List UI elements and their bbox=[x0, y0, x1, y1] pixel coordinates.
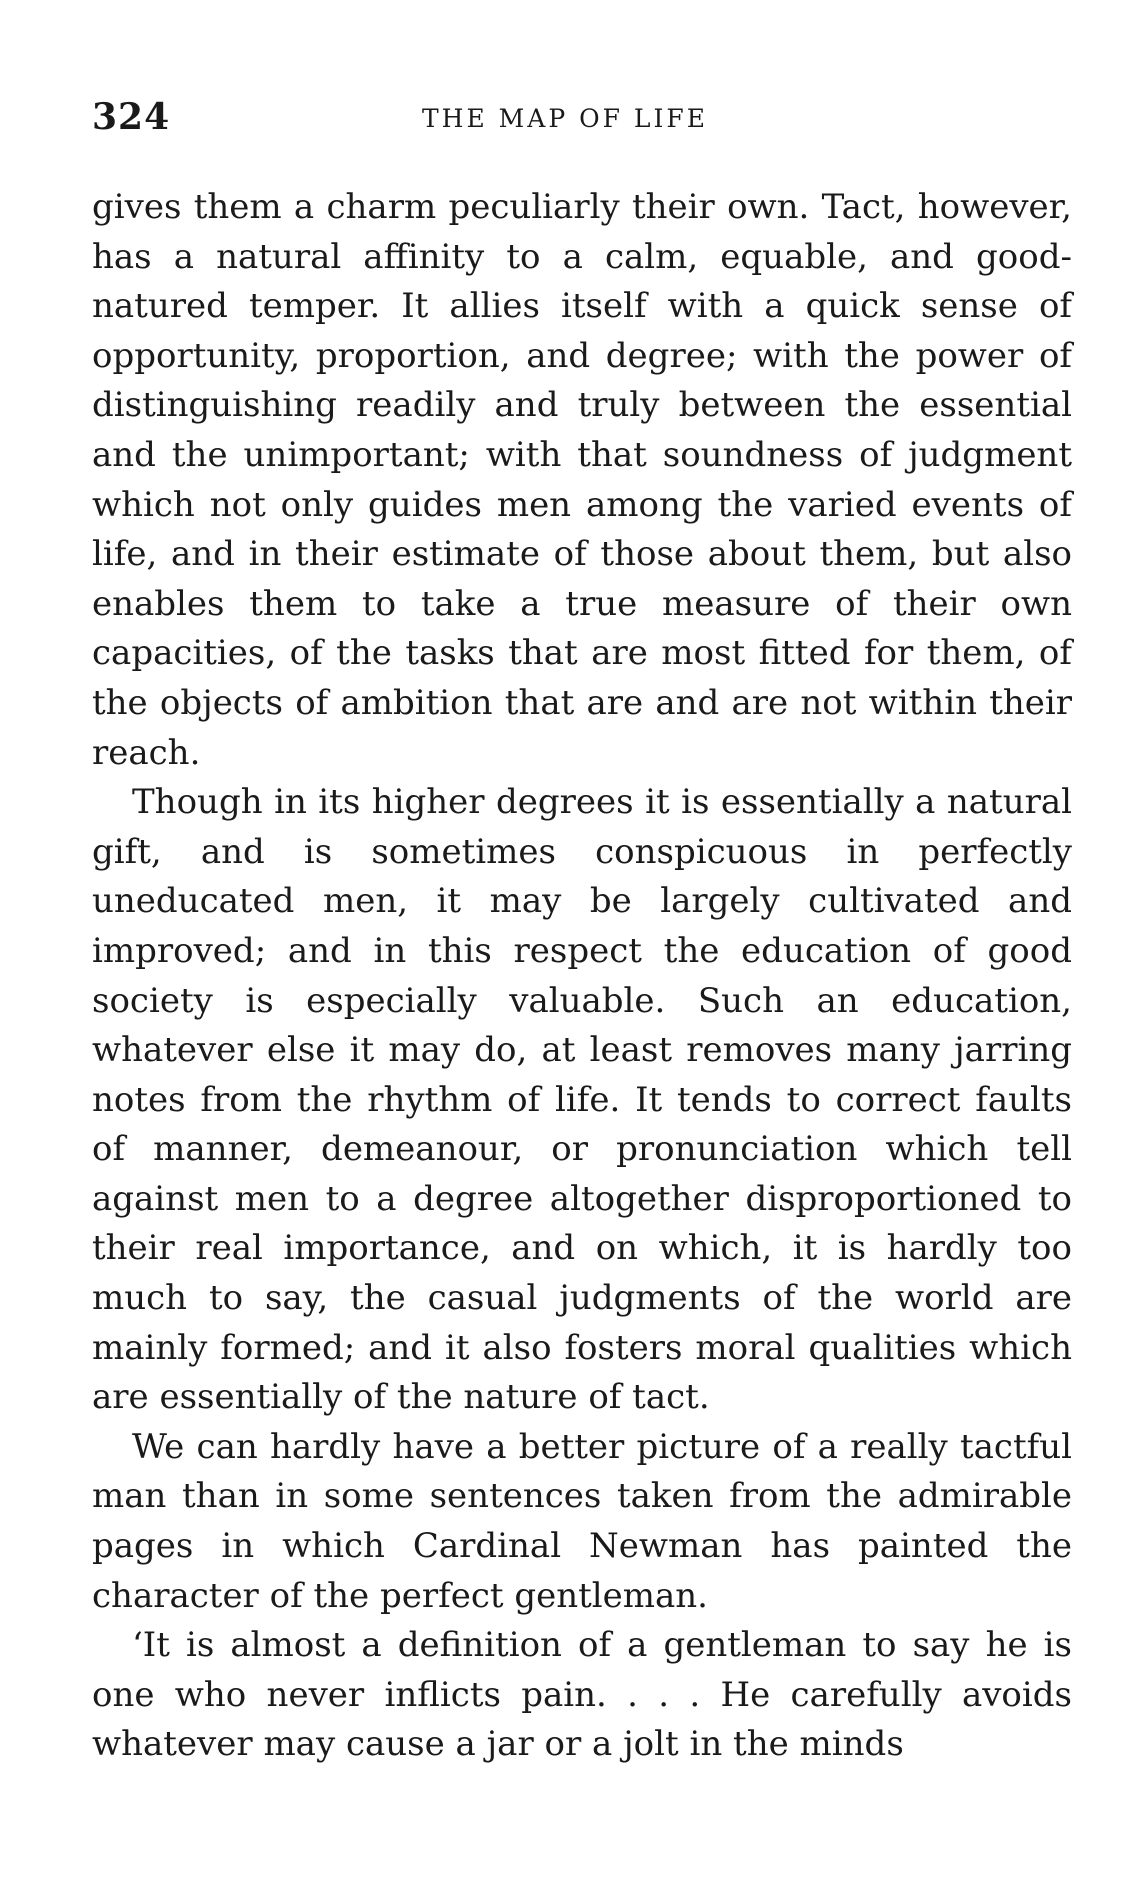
paragraph-quotation: ‘It is almost a definition of a gentleman to say he is one who never inflicts pain. . . . He carefully avoids whatever may cause a jar or a jolt in the minds bbox=[92, 1625, 1072, 1765]
running-head: THE MAP OF LIFE bbox=[422, 104, 708, 133]
paragraph-continued: gives them a charm peculiarly their own. Tact, however, has a natural affinity to a calm, equable, and good-natured temper. It allies itself with a quick sense of opportunity, proportion, and degree; with the power of distinguishing readily and truly between the essential and the unimportant; with that soundness of judgment which not only guides men among the varied events of life, and in their estimate of those about them, but also enables them to take a true measure of their own capacities, of the tasks that are most fitted for them, of the objects of ambition that are and are not within their reach. bbox=[92, 187, 1072, 773]
page-number: 324 bbox=[92, 96, 171, 138]
body-text bbox=[92, 183, 1072, 1770]
paragraph: Though in its higher degrees it is essentially a natural gift, and is sometimes conspicuous in perfectly uneducated men, it may be largely cultivated and improved; and in this respect the education of good society is especially valuable. Such an education, whatever else it may do, at least removes many jarring notes from the rhythm of life. It tends to correct faults of manner, demeanour, or pronunciation which tell against men to a degree altogether disproportioned to their real importance, and on which, it is hardly too much to say, the casual judgments of the world are mainly formed; and it also fosters moral qualities which are essentially of the nature of tact. bbox=[92, 782, 1072, 1418]
page-header bbox=[92, 96, 1072, 146]
paragraph: We can hardly have a better picture of a really tactful man than in some sentences taken from the admirable pages in which Cardinal Newman has painted the character of the perfect gentleman. bbox=[92, 1426, 1072, 1616]
